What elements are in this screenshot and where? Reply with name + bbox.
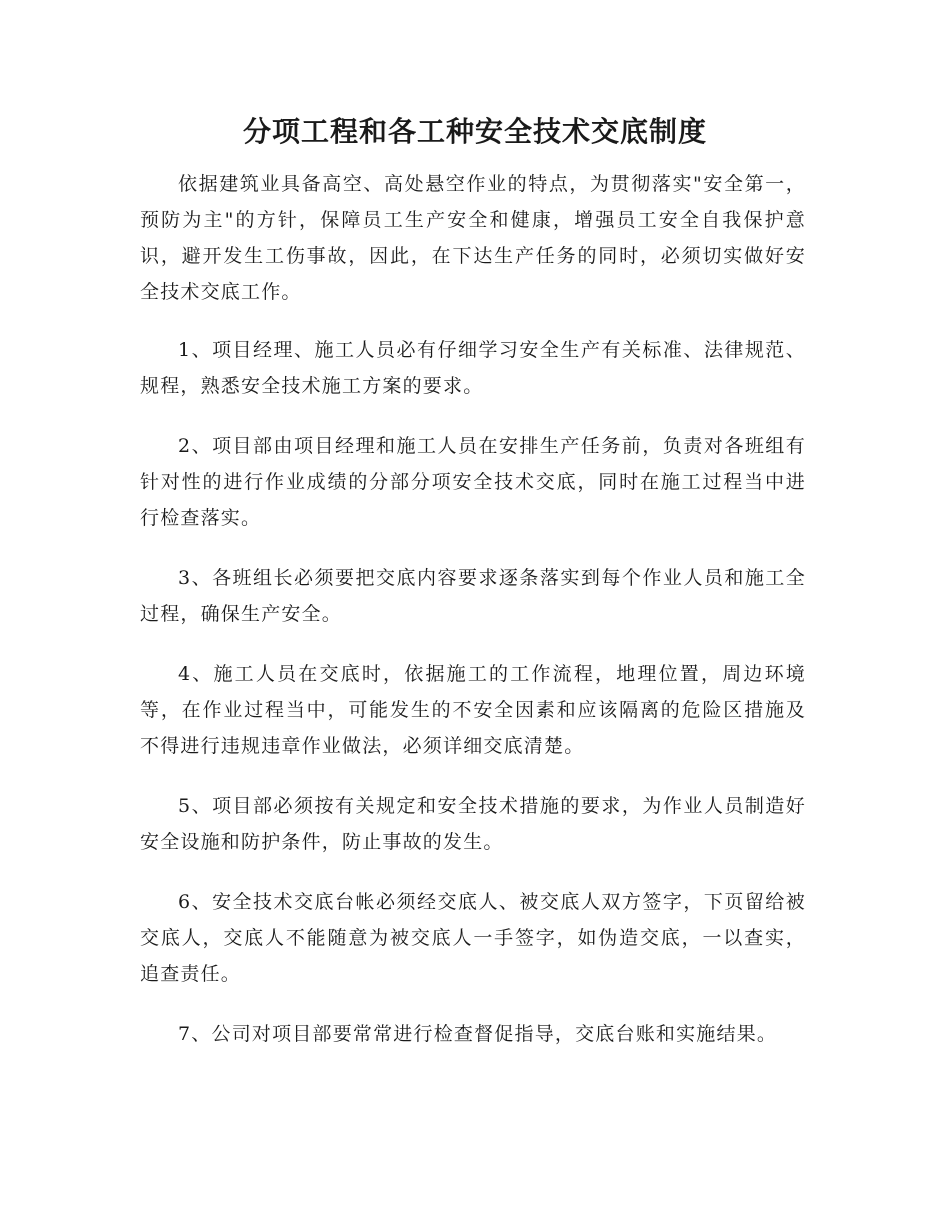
rule-item-1: 1、项目经理、施工人员必有仔细学习安全生产有关标准、法律规范、规程，熟悉安全技术施工方案的要求。: [140, 339, 806, 397]
intro-paragraph: 依据建筑业具备高空、高处悬空作业的特点，为贯彻落实"安全第一，预防为主"的方针，保障员工生产安全和健康，增强员工安全自我保护意识，避开发生工伤事故，因此，在下达生产任务的同时，必须切实做好安全技术交底工作。: [140, 173, 806, 303]
rule-item-5: 5、项目部必须按有关规定和安全技术措施的要求，为作业人员制造好安全设施和防护条件，防止事故的发生。: [140, 795, 806, 853]
rule-item-4: 4、施工人员在交底时，依据施工的工作流程，地理位置，周边环境等，在作业过程当中，可能发生的不安全因素和应该隔离的危险区措施及不得进行违规违章作业做法，必须详细交底清楚。: [140, 663, 806, 757]
rule-item-6: 6、安全技术交底台帐必须经交底人、被交底人双方签字，下页留给被交底人，交底人不能随意为被交底人一手签字，如伪造交底，一以查实，追查责任。: [140, 891, 806, 985]
rule-item-2: 2、项目部由项目经理和施工人员在安排生产任务前，负责对各班组有针对性的进行作业成绩的分部分项安全技术交底，同时在施工过程当中进行检查落实。: [140, 435, 806, 529]
document-title: 分项工程和各工种安全技术交底制度: [242, 115, 707, 148]
rule-item-7: 7、公司对项目部要常常进行检查督促指导，交底台账和实施结果。: [178, 1023, 778, 1045]
document-body: [140, 166, 806, 1076]
rule-item-3: 3、各班组长必须要把交底内容要求逐条落实到每个作业人员和施工全过程，确保生产安全。: [140, 567, 806, 625]
